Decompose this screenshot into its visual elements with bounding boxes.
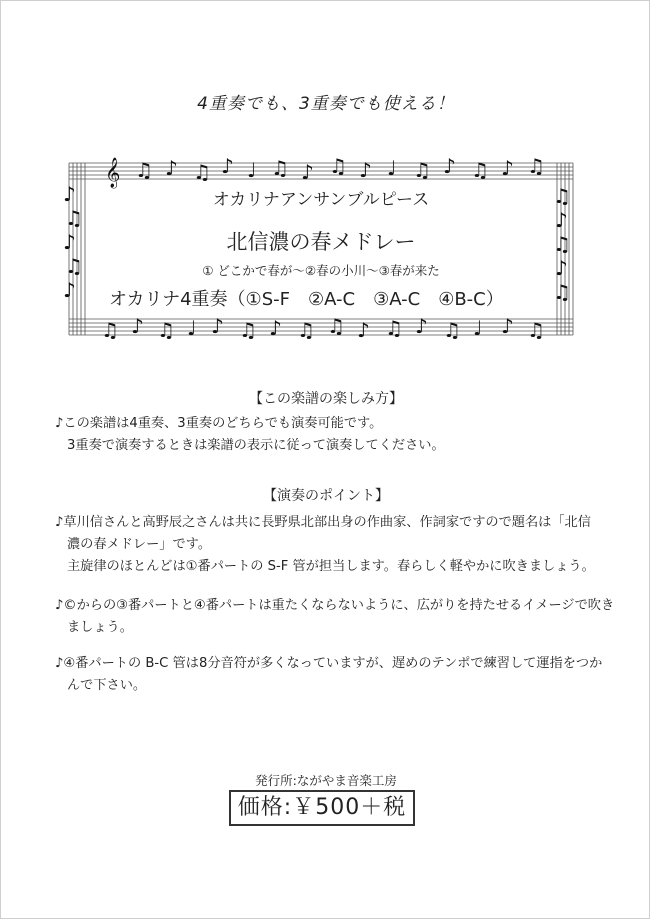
point-line: ましょう。 xyxy=(67,620,133,635)
svg-text:♫: ♫ xyxy=(413,158,431,182)
svg-text:♫: ♫ xyxy=(157,318,175,342)
series-subtitle: オカリナアンサンブルピース xyxy=(212,190,430,210)
svg-text:♫: ♫ xyxy=(65,254,83,278)
svg-text:♪: ♪ xyxy=(131,314,144,338)
svg-text:♪: ♪ xyxy=(165,156,178,180)
svg-text:♪: ♪ xyxy=(211,314,224,338)
svg-text:♫: ♫ xyxy=(553,184,571,208)
enjoy-line: ♪この楽譜は4重奏、3重奏のどちらでも演奏可能です。 xyxy=(55,416,383,431)
point-line: 濃の春メドレー」です。 xyxy=(67,537,212,552)
point-line: 主旋律のほとんどは①番パートの S-F 管が担当します。春らしく軽やかに吹きましょう。 xyxy=(67,559,595,574)
enjoy-heading: 【この楽譜の楽しみ方】 xyxy=(249,391,403,407)
point-line: ♪草川信さんと高野辰之さんは共に長野県北部出身の作曲家、作詞家ですので題名は「北信 xyxy=(55,515,591,530)
svg-text:♫: ♫ xyxy=(135,158,153,182)
svg-text:♪: ♪ xyxy=(301,160,314,184)
svg-text:♪: ♪ xyxy=(359,158,372,182)
svg-text:♪: ♪ xyxy=(555,256,568,280)
svg-text:𝄞: 𝄞 xyxy=(105,158,121,188)
price-box: 価格:￥500＋税 xyxy=(229,790,415,826)
ensemble-parts: オカリナ4重奏（①S-F ②A-C ③A-C ④B-C） xyxy=(109,289,504,310)
publisher: 発行所:ながやま音楽工房 xyxy=(255,773,397,788)
enjoy-line: 3重奏で演奏するときは楽譜の表示に従って演奏してください。 xyxy=(67,438,445,453)
svg-text:♪: ♪ xyxy=(501,314,514,338)
svg-text:♩: ♩ xyxy=(247,158,257,182)
svg-text:♪: ♪ xyxy=(269,316,282,340)
point-line: ♪④番パートの B-C 管は8分音符が多くなっていますが、遅めのテンポで練習して運指をつか xyxy=(55,656,603,671)
svg-text:♪: ♪ xyxy=(63,230,76,254)
svg-text:♫: ♫ xyxy=(101,318,119,342)
medley-songs: ① どこかで春が～②春の小川～③春が来た xyxy=(202,263,440,278)
svg-text:♩: ♩ xyxy=(473,316,483,340)
svg-text:♫: ♫ xyxy=(65,206,83,230)
svg-text:♫: ♫ xyxy=(297,318,315,342)
svg-text:♩: ♩ xyxy=(387,156,397,180)
svg-text:♪: ♪ xyxy=(221,154,234,178)
svg-text:♪: ♪ xyxy=(63,278,76,302)
frame-text xyxy=(61,151,581,346)
svg-text:♫: ♫ xyxy=(271,156,289,180)
svg-text:♪: ♪ xyxy=(357,318,370,342)
svg-text:♫: ♫ xyxy=(385,316,403,340)
enjoy-paragraph xyxy=(55,413,601,457)
piece-title: 北信濃の春メドレー xyxy=(226,230,416,254)
svg-text:♫: ♫ xyxy=(443,318,461,342)
point-line: ♪©からの③番パートと④番パートは重たくならないように、広がりを持たせるイメージで吹き xyxy=(55,598,615,613)
svg-text:♪: ♪ xyxy=(63,182,76,206)
svg-text:♫: ♫ xyxy=(527,154,545,178)
point-3 xyxy=(55,653,601,697)
svg-text:♩: ♩ xyxy=(187,316,197,340)
svg-text:♪: ♪ xyxy=(415,314,428,338)
svg-text:♫: ♫ xyxy=(471,158,489,182)
svg-text:♫: ♫ xyxy=(327,314,345,338)
point-2 xyxy=(55,595,615,639)
music-note-frame xyxy=(61,151,581,346)
svg-text:♫: ♫ xyxy=(329,154,347,178)
svg-text:♫: ♫ xyxy=(193,160,211,184)
point-1 xyxy=(55,512,601,578)
points-heading: 【演奏のポイント】 xyxy=(263,488,389,504)
svg-text:♪: ♪ xyxy=(443,154,456,178)
svg-text:♫: ♫ xyxy=(553,280,571,304)
svg-text:♫: ♫ xyxy=(239,318,257,342)
svg-text:♪: ♪ xyxy=(555,208,568,232)
svg-text:♫: ♫ xyxy=(553,232,571,256)
tagline: 4重奏でも、3重奏でも使える！ xyxy=(197,94,455,114)
svg-text:♪: ♪ xyxy=(501,156,514,180)
point-line: んで下さい。 xyxy=(67,678,147,693)
svg-text:♫: ♫ xyxy=(527,318,545,342)
